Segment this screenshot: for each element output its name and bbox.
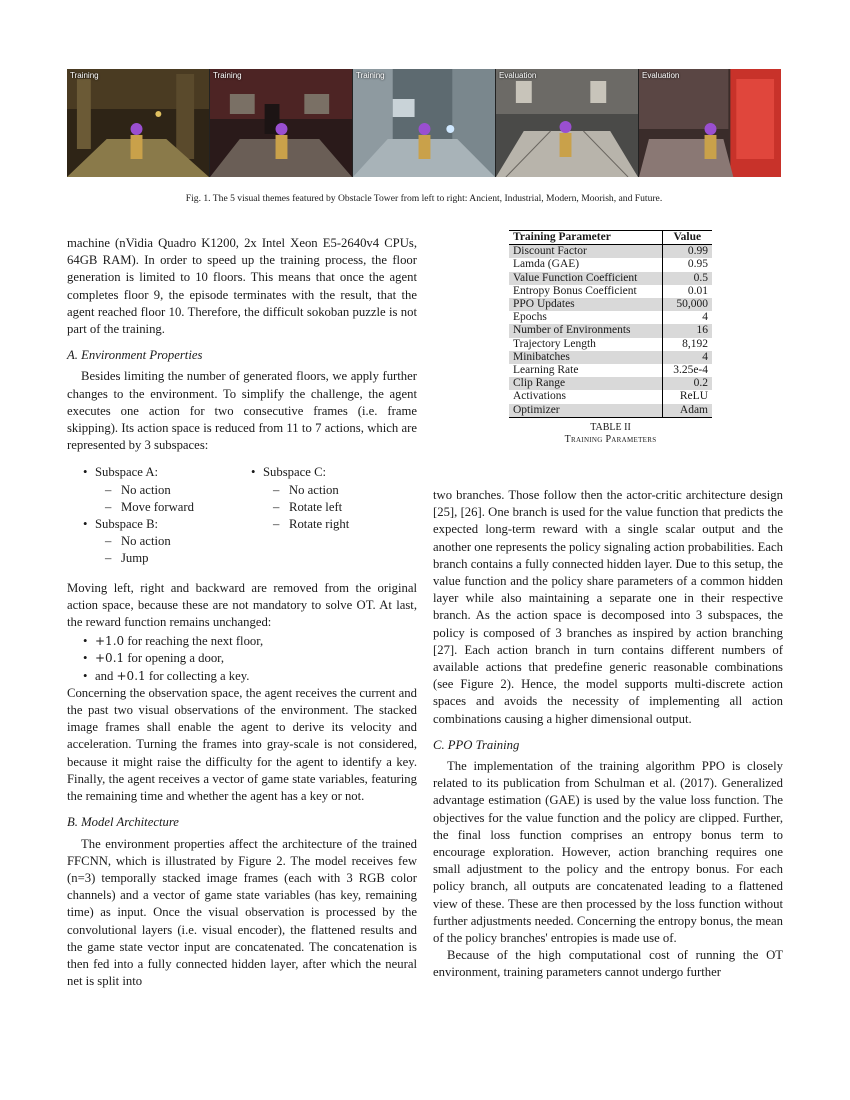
table-row (509, 364, 712, 377)
reward-text: for reaching the next floor, (124, 634, 264, 649)
reward-item (67, 650, 417, 667)
table-title: Training Parameters (564, 434, 657, 445)
reward-item (67, 668, 417, 685)
reward-prefix: and (95, 668, 117, 683)
training-parameters-table (509, 230, 712, 418)
table-row (509, 351, 712, 364)
paragraph: two branches. Those follow then the actor-critic architecture design [25], [26]. One branch is used for the value function that predicts the expected long-term reward with a single scalar output and the another one represents the policy signaling action probabilities. Each branch contains a fully connected hidden layer. Due to this setup, the value function and the policy share parameters of a common hidden layer while also maintaining a separate one in their respective branch. As the action space is decomposed into 3 subspaces, the policy is composed of 3 branches as inspired by action branching [27]. Each action branch in turn contains different numbers of available actions that predefine generic reasonable combinations (see Figure 2). Hence, the model supports multi-discrete action spaces and avoids the necessity of implementing all action combinations causing a higher dimensional output. (433, 488, 783, 726)
table-row (509, 285, 712, 298)
paragraph: Concerning the observation space, the agent receives the current and the past two visual observations of the environment. The stacked image frames shall enable the agent to derive its velocity and acceleration. Turning the frames into gray-scale is not considered, because it might raise the difficulty for the agent to identify a key. Finally, the agent receives a vector of game state variables, featuring the remaining time and whether the agent has a key or not. (67, 685, 417, 804)
param-name: Number of Environments (509, 324, 662, 337)
param-value: 0.95 (662, 258, 712, 271)
param-value: Adam (662, 404, 712, 418)
param-value: 4 (662, 351, 712, 364)
industrial-scene-image (210, 69, 352, 177)
param-value: 8,192 (662, 338, 712, 351)
action-item: – Move forward (67, 499, 235, 516)
subspace-list (67, 464, 417, 567)
reward-item (67, 633, 417, 650)
param-name: Trajectory Length (513, 337, 596, 350)
paragraph: Moving left, right and backward are removed from the original action space, because these are not mandatory to solve OT. At last, the reward function remains unchanged: (67, 580, 417, 630)
param-value: 0.01 (662, 285, 712, 298)
param-value: 3.25e-4 (662, 364, 712, 377)
param-value: 0.2 (662, 377, 712, 390)
param-name: Clip Range (509, 377, 662, 390)
subspace-a-label: • Subspace A: (67, 464, 235, 481)
panel-label: Training (356, 71, 385, 80)
action-item: – No action (67, 533, 235, 550)
action-item: – No action (67, 482, 235, 499)
table-row (509, 377, 712, 390)
param-name: Value Function Coefficient (509, 272, 662, 285)
param-value: 16 (662, 324, 712, 337)
section-heading: A. Environment Properties (67, 348, 203, 363)
table-row (509, 298, 712, 311)
action-item: – No action (235, 482, 403, 499)
param-name: Learning Rate (513, 364, 579, 377)
paragraph: The implementation of the training algorithm PPO is closely related to its publication from Schulman et al. (2017). Generalized advantage estimation (GAE) is used by the value loss function. The objectives for the value function and the policy are clipped. Further, the final loss function comprises an entropy bonus term to encourage exploration. However, action branching requires one small adjustment to the policy and the entropy bonus. For each policy branch, all outputs are concatenated leading to a flattened view of these. These are then processed by the loss function without further adjustments needed. Concerning the entropy bonus, the mean of the policy branches' entropies is made use of. (433, 759, 783, 946)
panel-label: Evaluation (642, 71, 680, 80)
table-row (509, 338, 712, 351)
param-value: 50,000 (662, 298, 712, 311)
subspace-column-right (235, 464, 403, 567)
figure-panel-future (639, 69, 781, 177)
param-name: Optimizer (509, 404, 662, 418)
subspace-b-label: • Subspace B: (67, 516, 235, 533)
panel-label: Training (213, 71, 242, 80)
future-scene-image (639, 69, 781, 177)
table-header-row (509, 231, 712, 245)
table-row (509, 324, 712, 337)
figure-panel-ancient (67, 69, 210, 177)
moorish-scene-image (496, 69, 638, 177)
paragraph: Besides limiting the number of generated floors, we apply further changes to the environment. To simplify the challenge, the agent executes one action for two consecutive frames (i.e. frame skipping). Its action space is reduced from 11 to 7 actions, which are represented by 3 subspaces: (67, 369, 417, 453)
subspace-column-left (67, 464, 235, 567)
figure-panel-industrial (210, 69, 353, 177)
figure-panel-moorish (496, 69, 639, 177)
reward-value: +0.1 (95, 651, 125, 666)
table-caption (509, 422, 712, 446)
left-column (67, 235, 417, 990)
reward-text: for opening a door, (124, 651, 225, 666)
param-name: Lamda (GAE) (513, 258, 580, 271)
param-name: Activations (513, 390, 567, 403)
reward-value: +1.0 (95, 634, 125, 649)
right-column (433, 487, 783, 982)
reward-text: for collecting a key. (145, 668, 250, 683)
ancient-scene-image (67, 69, 209, 177)
figure-panel-modern (353, 69, 496, 177)
modern-scene-image (353, 69, 495, 177)
table-number: TABLE II (590, 422, 631, 433)
param-name: Epochs (513, 311, 547, 324)
table-header-cell: Training Parameter (509, 231, 662, 245)
table-row (509, 404, 712, 418)
table-header-cell: Value (662, 231, 712, 245)
reward-list (67, 633, 417, 685)
param-value: 4 (662, 311, 712, 324)
section-heading: B. Model Architecture (67, 815, 179, 830)
param-name: Discount Factor (509, 245, 662, 259)
param-name: Minibatches (509, 351, 662, 364)
param-value: ReLU (662, 390, 712, 403)
reward-value: +0.1 (116, 668, 146, 683)
param-value: 0.5 (662, 272, 712, 285)
action-item: – Rotate left (235, 499, 403, 516)
table-row (509, 390, 712, 403)
figure-1-strip (67, 69, 781, 177)
subspace-c-label: • Subspace C: (235, 464, 403, 481)
action-item: – Rotate right (235, 516, 403, 533)
section-heading: C. PPO Training (433, 737, 520, 752)
paragraph: The environment properties affect the architecture of the trained FFCNN, which is illustrated by Figure 2. The model receives few (n=3) temporally stacked image frames (each with 3 RGB color channels) and a vector of game state variables (has key, remaining time) as input. Once the visual observation is processed by the convolutional layers (i.e. visual encoder), the flattened results and the game state vector input are concatenated. The concatenation is then fed into a fully connected hidden layer, after which the neural net is split into (67, 836, 417, 989)
param-name: PPO Updates (509, 298, 662, 311)
paragraph: Because of the high computational cost of running the OT environment, training parameters cannot undergo further (433, 948, 783, 980)
param-value: 0.99 (662, 245, 712, 259)
panel-label: Evaluation (499, 71, 537, 80)
table-row (509, 245, 712, 259)
param-name: Entropy Bonus Coefficient (513, 284, 637, 297)
table-row (509, 258, 712, 271)
paragraph: machine (nVidia Quadro K1200, 2x Intel Xeon E5-2640v4 CPUs, 64GB RAM). In order to speed up the training process, the floor generation is limited to 10 floors. This means that once the agent completes floor 9, the episode terminates with the result, that the agent reached floor 10. Therefore, the difficult sokoban puzzle is not part of the training. (67, 236, 417, 337)
panel-label: Training (70, 71, 99, 80)
table-row (509, 311, 712, 324)
table-row (509, 272, 712, 285)
figure-caption: Fig. 1. The 5 visual themes featured by Obstacle Tower from left to right: Ancient, Industrial, Modern, Moorish, and Future. (185, 193, 663, 204)
action-item: – Jump (67, 550, 235, 567)
